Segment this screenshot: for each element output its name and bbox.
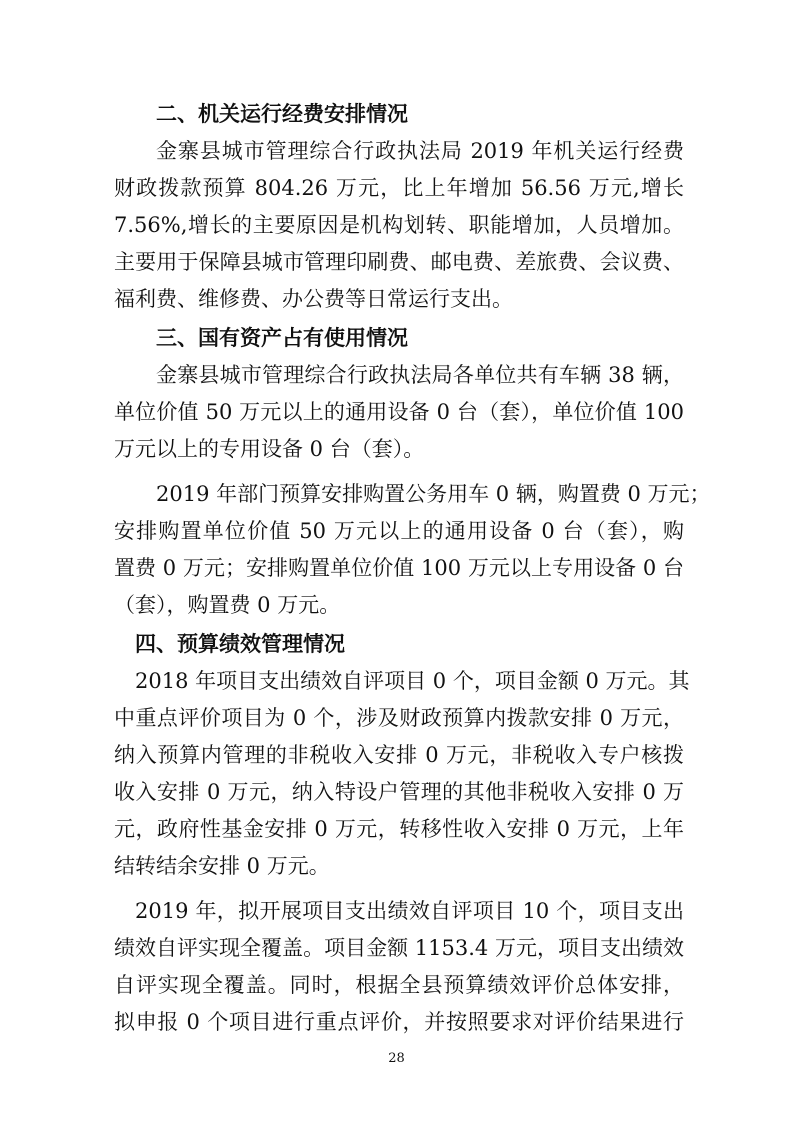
paragraph-line: 万元以上的专用设备 0 台（套）。 <box>114 437 425 461</box>
section-heading-4: 四、预算绩效管理情况 <box>135 632 345 656</box>
section-heading-3: 三、国有资产占有使用情况 <box>156 326 408 350</box>
paragraph-line: （套），购置费 0 万元。 <box>114 593 341 617</box>
paragraph-line: 收入安排 0 万元，纳入特设户管理的其他非税收入安排 0 万 <box>114 780 684 804</box>
section-heading-2: 二、机关运行经费安排情况 <box>156 102 408 126</box>
paragraph-line: 金寨县城市管理综合行政执法局 2019 年机关运行经费 <box>156 139 684 163</box>
paragraph-line: 2018 年项目支出绩效自评项目 0 个，项目金额 0 万元。其 <box>135 669 690 693</box>
paragraph-line: 安排购置单位价值 50 万元以上的通用设备 0 台（套），购 <box>114 519 684 543</box>
paragraph-line: 绩效自评实现全覆盖。项目金额 1153.4 万元，项目支出绩效 <box>114 936 684 960</box>
paragraph-line: 单位价值 50 万元以上的通用设备 0 台（套），单位价值 100 <box>114 400 684 424</box>
paragraph-line: 主要用于保障县城市管理印刷费、邮电费、差旅费、会议费、 <box>114 250 684 274</box>
paragraph-line: 金寨县城市管理综合行政执法局各单位共有车辆 38 辆， <box>156 363 684 387</box>
paragraph-line: 自评实现全覆盖。同时，根据全县预算绩效评价总体安排， <box>114 973 684 997</box>
paragraph-line: 财政拨款预算 804.26 万元，比上年增加 56.56 万元,增长 <box>114 176 684 200</box>
paragraph-line: 结转结余安排 0 万元。 <box>114 854 330 878</box>
paragraph-line: 2019 年，拟开展项目支出绩效自评项目 10 个，项目支出 <box>135 899 684 923</box>
paragraph-line: 拟申报 0 个项目进行重点评价，并按照要求对评价结果进行 <box>114 1010 684 1034</box>
paragraph-line: 中重点评价项目为 0 个，涉及财政预算内拨款安排 0 万元， <box>114 706 684 730</box>
paragraph-line: 纳入预算内管理的非税收入安排 0 万元，非税收入专户核拨 <box>114 743 684 767</box>
paragraph-line: 元，政府性基金安排 0 万元，转移性收入安排 0 万元，上年 <box>114 817 684 841</box>
paragraph-line: 7.56%,增长的主要原因是机构划转、职能增加，人员增加。 <box>114 213 684 237</box>
paragraph-line: 福利费、维修费、办公费等日常运行支出。 <box>114 287 513 311</box>
page-number: 28 <box>388 1051 405 1066</box>
paragraph-line: 置费 0 万元；安排购置单位价值 100 万元以上专用设备 0 台 <box>114 556 684 580</box>
paragraph-line: 2019 年部门预算安排购置公务用车 0 辆，购置费 0 万元； <box>156 482 711 506</box>
